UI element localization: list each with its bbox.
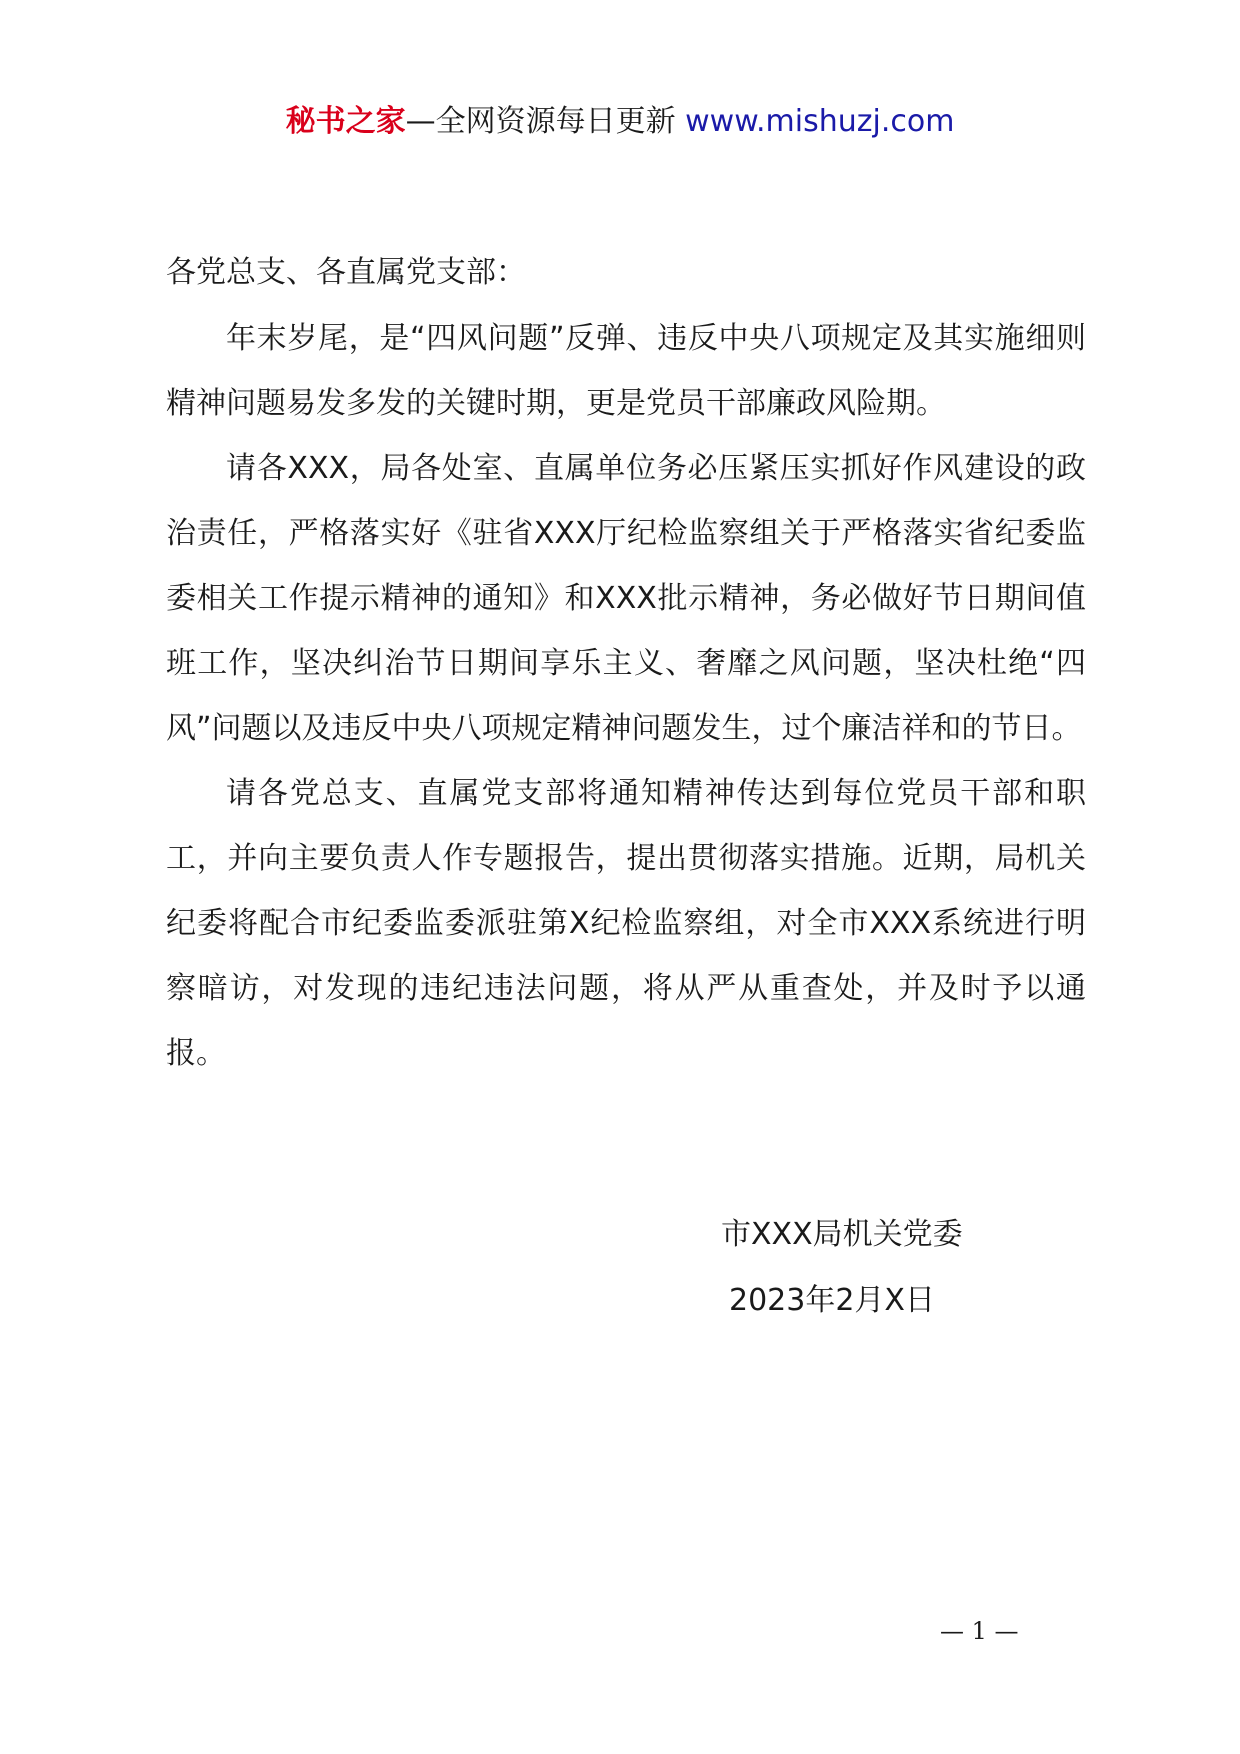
banner-tagline: —全网资源每日更新 — [405, 104, 686, 139]
salutation: 各党总支、各直属党支部： — [166, 255, 526, 290]
site-url-link[interactable]: www.mishuzj.com — [685, 104, 955, 139]
signature-date: 2023年2月X日 — [729, 1283, 935, 1318]
site-banner — [0, 102, 1240, 142]
paragraph-1: 年末岁尾，是“四风问题”反弹、违反中央八项规定及其实施细则精神问题易发多发的关键时期，更是党员干部廉政风险期。 — [166, 321, 1086, 421]
page-number: — 1 — — [940, 1617, 1019, 1645]
paragraph-3: 请各党总支、直属党支部将通知精神传达到每位党员干部和职工，并向主要负责人作专题报告，提出贯彻落实措施。近期，局机关纪委将配合市纪委监委派驻第X纪检监察组，对全市XXX系统进行明察暗访，对发现的违纪违法问题，将从严从重查处，并及时予以通报。 — [166, 776, 1086, 1071]
signature-organization: 市XXX局机关党委 — [721, 1217, 963, 1252]
paragraph-2: 请各XXX，局各处室、直属单位务必压紧压实抓好作风建设的政治责任，严格落实好《驻省XXX厅纪检监察组关于严格落实省纪委监委相关工作提示精神的通知》和XXX批示精神，务必做好节日期间值班工作，坚决纠治节日期间享乐主义、奢靡之风问题，坚决杜绝“四风”问题以及违反中央八项规定精神问题发生，过个廉洁祥和的节日。 — [166, 451, 1086, 746]
brand-name: 秘书之家 — [285, 104, 406, 139]
document-body — [166, 240, 1086, 1318]
